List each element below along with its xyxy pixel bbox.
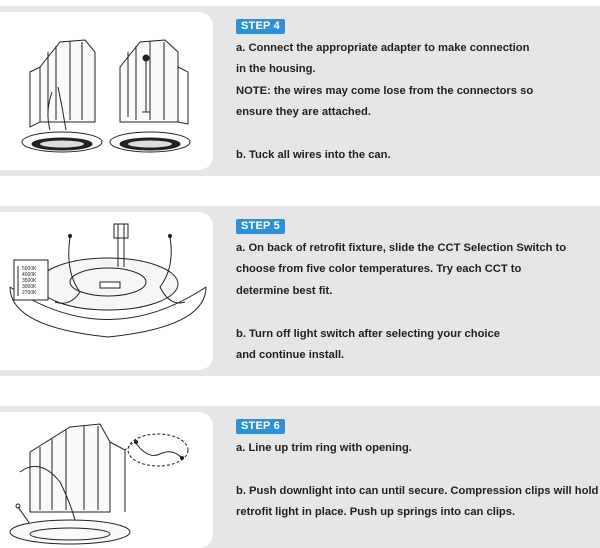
step-4-spacer xyxy=(236,124,596,146)
step-5-line-3: determine best fit. xyxy=(236,284,333,297)
step-6-text xyxy=(236,416,599,524)
step-6-illustration xyxy=(0,412,213,548)
step-4-illustration xyxy=(0,12,213,170)
step-4-line-6: b. Tuck all wires into the can. xyxy=(236,149,391,161)
step-5-line-6: and continue install. xyxy=(236,349,345,361)
housing-wiring-icon xyxy=(0,12,213,170)
step-5-illustration xyxy=(0,212,213,370)
step-4-line-4: ensure they are attached. xyxy=(236,106,371,118)
step-5-line-1: a. On back of retrofit fixture, slide the CCT Selection Switch to xyxy=(236,241,567,254)
cct-label-3: 3500K xyxy=(22,278,37,284)
step-6-line-1: a. Line up trim ring with opening. xyxy=(236,441,412,454)
step-6-badge: STEP 6 xyxy=(236,419,285,434)
step-5-text xyxy=(236,216,596,367)
cct-label-5: 2700K xyxy=(22,290,37,296)
step-5-line-5: b. Turn off light switch after selecting your choice xyxy=(236,327,500,340)
step-6-line-4: retrofit light in place. Push up springs into can clips. xyxy=(236,506,516,518)
step-4-badge: STEP 4 xyxy=(236,19,285,34)
step-4-line-1: a. Connect the appropriate adapter to make connection xyxy=(236,41,530,54)
cct-switch-fixture-icon xyxy=(0,212,213,370)
downlight-install-icon xyxy=(0,412,213,548)
cct-label-4: 3000K xyxy=(22,284,37,290)
step-4-section xyxy=(0,6,600,176)
step-5-badge: STEP 5 xyxy=(236,219,285,234)
step-4-line-3: NOTE: the wires may come lose from the connectors so xyxy=(236,84,534,97)
step-5-section xyxy=(0,206,600,376)
step-4-text xyxy=(236,16,596,167)
step-5-spacer xyxy=(236,302,596,324)
step-6-section xyxy=(0,406,600,548)
step-6-spacer xyxy=(236,459,596,481)
step-6-line-3: b. Push downlight into can until secure. Compression clips will hold xyxy=(236,484,599,497)
cct-label-1: 5000K xyxy=(22,266,37,272)
cct-label-2: 4000K xyxy=(22,272,37,278)
step-4-line-2: in the housing. xyxy=(236,63,316,75)
step-5-line-2: choose from five color temperatures. Try each CCT to xyxy=(236,263,522,275)
